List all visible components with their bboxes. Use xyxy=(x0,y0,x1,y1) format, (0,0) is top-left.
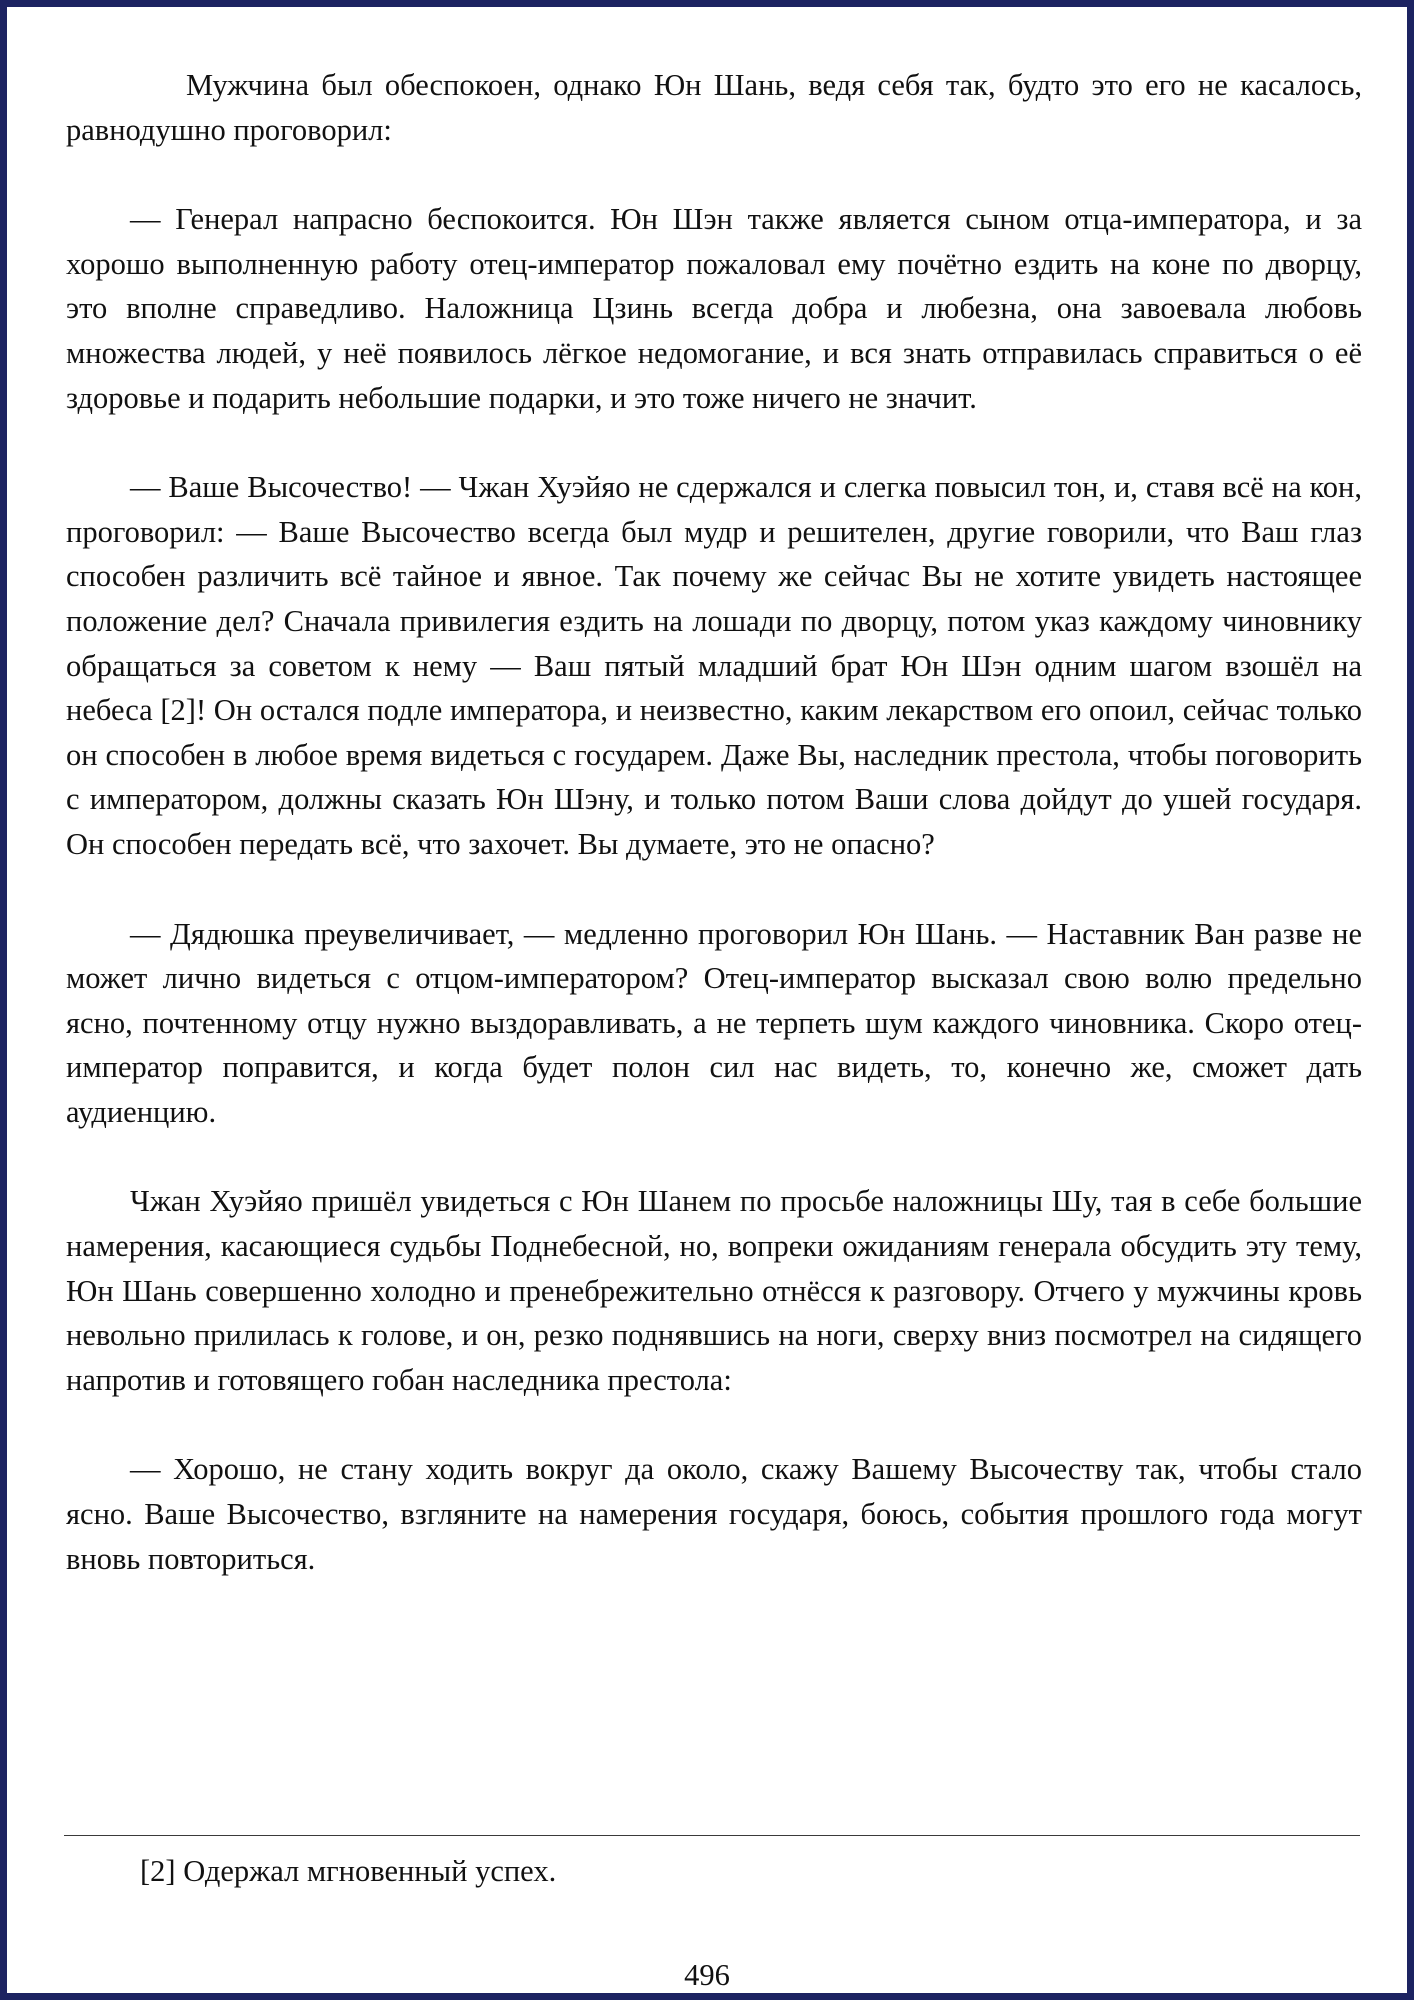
paragraph-4: — Дядюшка преувеличивает, — медленно проговорил Юн Шань. — Наставник Ван разве не может лично видеться с отцом-императором? Отец-император высказал свою волю предельно ясно, почтенному отцу нужно выздоравливать, а не терпеть шум каждого чиновника. Скоро отец-император поправится, и когда будет полон сил нас видеть, то, конечно же, сможет дать аудиенцию. xyxy=(66,916,1362,1129)
paragraph-3: — Ваше Высочество! — Чжан Хуэйяо не сдержался и слегка повысил тон, и, ставя всё на кон, проговорил: — Ваше Высочество всегда был мудр и решителен, другие говорили, что Ваш глаз способен различить всё тайное и явное. Так почему же сейчас Вы не хотите увидеть настоящее положение дел? Сначала привилегия ездить на лошади по дворцу, потом указ каждому чиновнику обращаться за советом к нему — Ваш пятый младший брат Юн Шэн одним шагом взошёл на небеса [2]! Он остался подле императора, и неизвестно, каким лекарством его опоил, сейчас только он способен в любое время видеться с государем. Даже Вы, наследник престола, чтобы поговорить с императором, должны сказать Юн Шэну, и только потом Ваши слова дойдут до ушей государя. Он способен передать всё, что захочет. Вы думаете, это не опасно? xyxy=(66,470,1362,861)
page-number: 496 xyxy=(684,1958,730,1992)
body-text xyxy=(66,63,1362,1626)
footnote: [2] Одержал мгновенный успех. xyxy=(140,1854,557,1888)
paragraph-5: Чжан Хуэйяо пришёл увидеться с Юн Шанем по просьбе наложницы Шу, тая в себе большие намерения, касающиеся судьбы Поднебесной, но, вопреки ожиданиям генерала обсудить эту тему, Юн Шань совершенно холодно и пренебрежительно отнёсся к разговору. Отчего у мужчины кровь невольно прилилась к голове, и он, резко поднявшись на ноги, сверху вниз посмотрел на сидящего напротив и готовящего гобан наследника престола: xyxy=(66,1184,1362,1397)
paragraph-6: — Хорошо, не стану ходить вокруг да около, скажу Вашему Высочеству так, чтобы стало ясно. Ваше Высочество, взгляните на намерения государя, боюсь, события прошлого года могут вновь повториться. xyxy=(66,1452,1362,1576)
paragraph-2: — Генерал напрасно беспокоится. Юн Шэн также является сыном отца-императора, и за хорошо выполненную работу отец-император пожаловал ему почётно ездить на коне по дворцу, это вполне справедливо. Наложница Цзинь всегда добра и любезна, она завоевала любовь множества людей, у неё появилось лёгкое недомогание, и вся знать отправилась справиться о её здоровье и подарить небольшие подарки, и это тоже ничего не значит. xyxy=(66,202,1362,415)
footnote-divider xyxy=(64,1835,1360,1836)
paragraph-1: Мужчина был обеспокоен, однако Юн Шань, ведя себя так, будто это его не касалось, равнодушно проговорил: xyxy=(66,68,1362,147)
